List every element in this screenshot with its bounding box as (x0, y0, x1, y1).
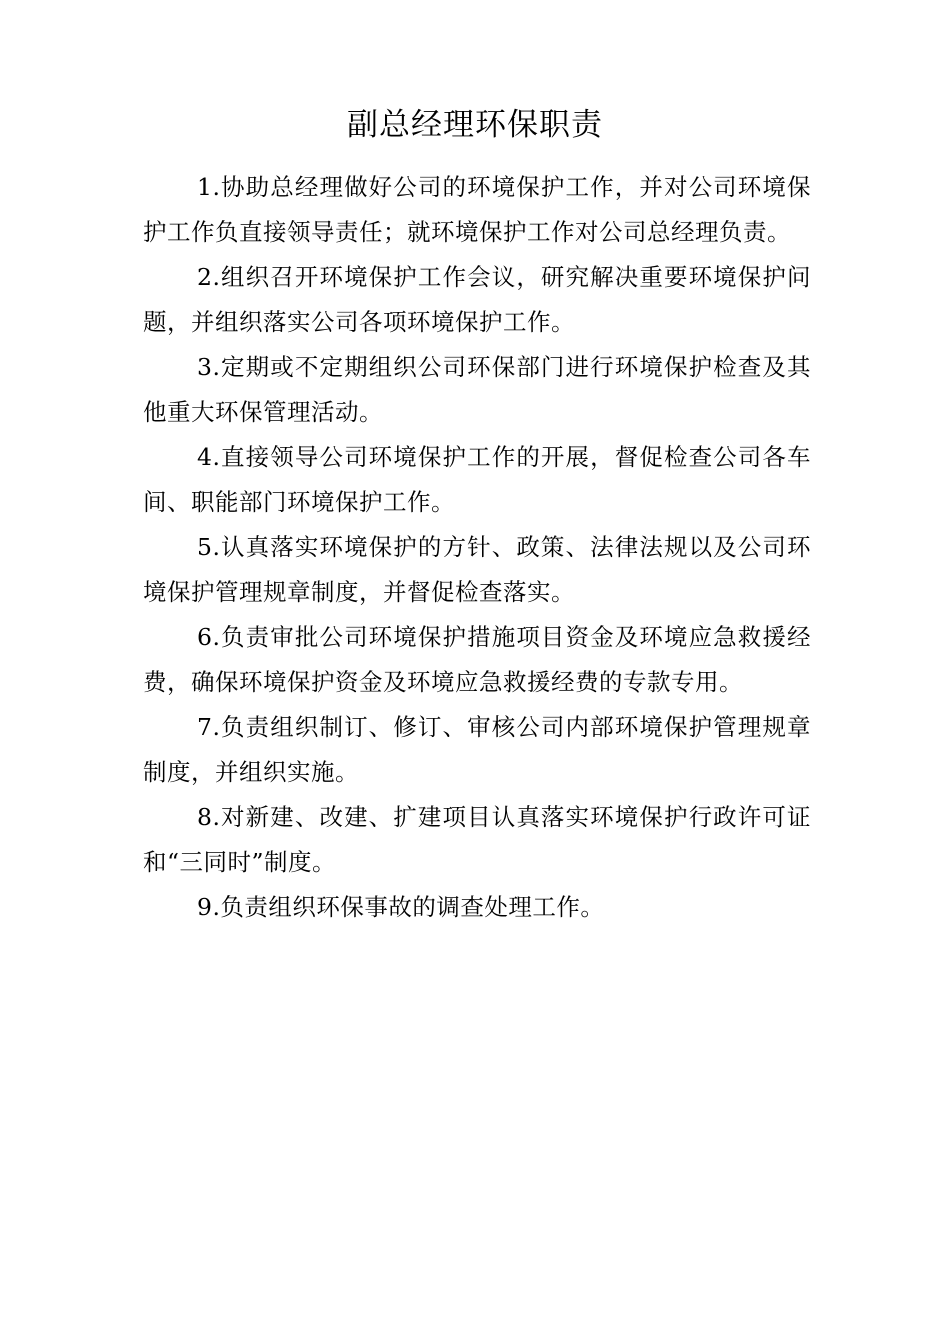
document-title: 副总经理环保职责 (347, 107, 603, 143)
paragraph-1: 1.协助总经理做好公司的环境保护工作，并对公司环境保护工作负直接领导责任；就环境保护工作对公司总经理负责。 (143, 173, 811, 246)
paragraph-8: 8.对新建、改建、扩建项目认真落实环境保护行政许可证和“三同时”制度。 (143, 803, 811, 876)
paragraph-4: 4.直接领导公司环境保护工作的开展，督促检查公司各车间、职能部门环境保护工作。 (143, 443, 811, 516)
paragraph-3: 3.定期或不定期组织公司环保部门进行环境保护检查及其他重大环保管理活动。 (143, 353, 811, 426)
paragraph-2: 2.组织召开环境保护工作会议，研究解决重要环境保护问题，并组织落实公司各项环境保护工作。 (143, 263, 811, 336)
paragraph-5: 5.认真落实环境保护的方针、政策、法律法规以及公司环境保护管理规章制度，并督促检查落实。 (143, 533, 811, 606)
paragraph-7: 7.负责组织制订、修订、审核公司内部环境保护管理规章制度，并组织实施。 (143, 713, 811, 786)
document-body (143, 165, 811, 930)
paragraph-6: 6.负责审批公司环境保护措施项目资金及环境应急救援经费，确保环境保护资金及环境应急救援经费的专款专用。 (143, 623, 811, 696)
paragraph-9: 9.负责组织环保事故的调查处理工作。 (197, 893, 605, 921)
